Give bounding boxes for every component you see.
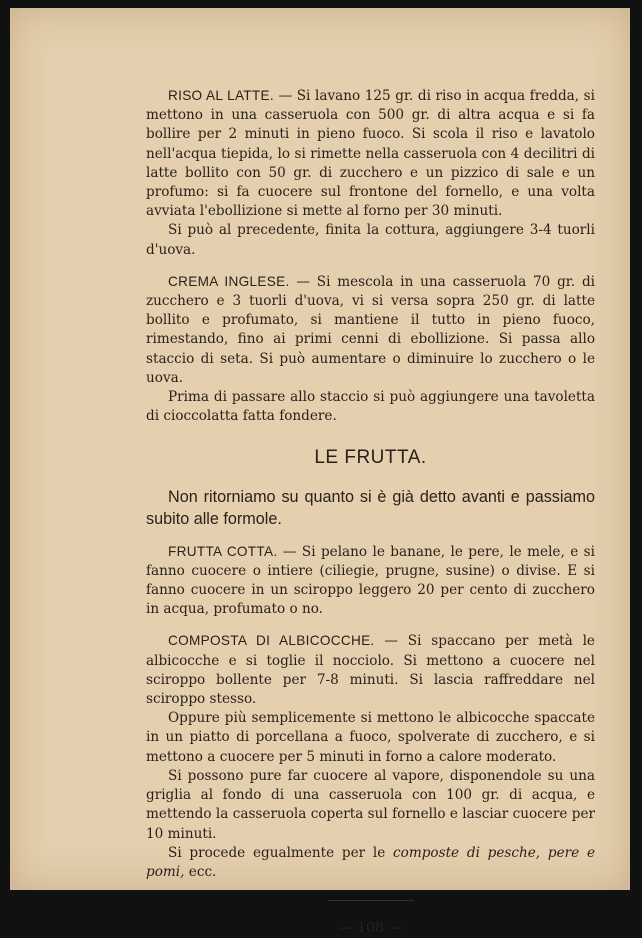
recipe-paragraph: Oppure più semplicemente si mettono le albicocche spaccate in un piatto di porcellana a fuoco, spolverate di zucchero, e si mettono a cuocere per 5 minuti in forno a calore moderato. [146, 710, 595, 765]
recipe-body: — Si spaccano per metà le albicocche e si toglie il nocciolo. Si mettono a cuocere nel sciroppo bollente per 7-8 minuti. Si lascia raffreddare nel sciroppo stesso. [146, 633, 595, 708]
recipe-heading: CREMA INGLESE. [168, 273, 290, 289]
recipe-riso-al-latte [146, 86, 595, 221]
recipe-note: Prima di passare allo staccio si può aggiungere una tavoletta di cioccolatta fatta fondere. [146, 389, 595, 425]
italic-text: composte di pesche, pere e pomi, [146, 844, 595, 880]
recipe-note: Si può al precedente, finita la cottura, aggiungere 3-4 tuorli d'uova. [146, 222, 595, 258]
footer-rule [328, 900, 414, 901]
section-intro: Non ritorniamo su quanto si è già detto avanti e passiamo subito alle formole. [146, 487, 595, 528]
recipe-body: — Si lavano 125 gr. di riso in acqua fredda, si mettono in una casseruola con 500 gr. di altra acqua e si fa bollire per 2 minuti in pieno fuoco. Si scola il riso e lavatolo nell'acqua tiepida, lo si rimette nella casseruola con 4 decilitri di latte bollito con 50 gr. di zucchero e un pizzico di sale e un profumo: si fa cuocere sul frontone del fornello, e una volta avviata l'ebollizione si mette al forno per 30 minuti. [146, 88, 595, 220]
recipe-paragraph: Si possono pure far cuocere al vapore, disponendole su una griglia al fondo di una casseruola con 100 gr. di acqua, e mettendo la casseruola coperta sul fornello e lasciar cuocere per 10 minuti. [146, 767, 595, 842]
recipe-crema-inglese [146, 272, 595, 388]
page-number: — 108 — [338, 920, 403, 937]
recipe-paragraph [146, 844, 595, 882]
recipe-body: — Si mescola in una casseruola 70 gr. di zucchero e 3 tuorli d'uova, vi si versa sopra 250 gr. di latte bollito e profumato, si mantiene il tutto in pieno fuoco, rimestando, fino ai primi cenni di ebollizione. Si passa allo staccio di seta. Si può aumentare o diminuire lo zucchero o le uova. [146, 273, 595, 386]
text-run: Si procede egualmente per le [168, 844, 386, 861]
recipe-heading: RISO AL LATTE. [168, 88, 274, 103]
recipe-body: — Si pelano le banane, le pere, le mele, e si fanno cuocere o intiere (ciliegie, prugne, susine) o divise. E si fanno cuocere in un sciroppo leggero 20 per cento di zucchero in acqua, profumato o no. [146, 543, 595, 618]
page-content [146, 86, 595, 938]
recipe-heading: COMPOSTA DI ALBICOCCHE. [168, 633, 375, 649]
text-run: ecc. [188, 863, 217, 880]
recipe-heading: FRUTTA COTTA. [168, 543, 278, 559]
recipe-composta-albicocche [146, 631, 595, 709]
book-page [10, 8, 630, 937]
recipe-frutta-cotta [146, 542, 595, 620]
section-title: LE FRUTTA. [314, 447, 427, 469]
